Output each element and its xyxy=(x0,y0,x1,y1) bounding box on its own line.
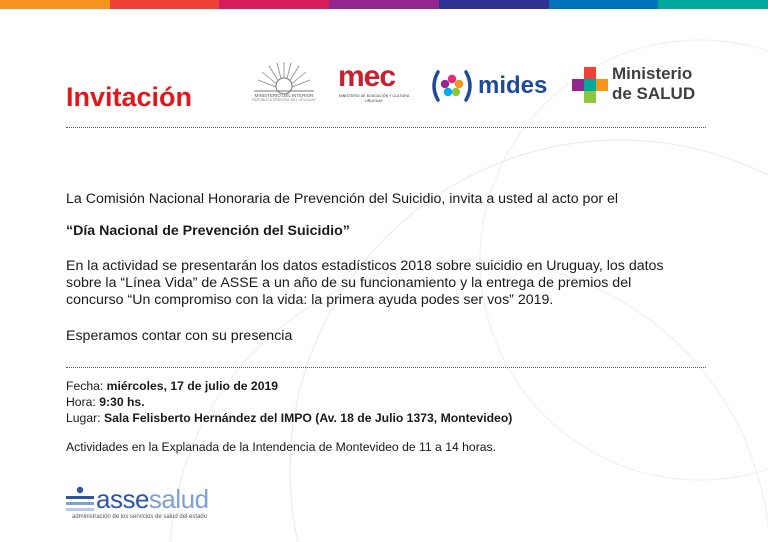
sun-emblem-icon xyxy=(244,60,324,94)
top-divider xyxy=(66,127,706,128)
mides-logo xyxy=(430,68,554,108)
time-label: Hora: xyxy=(66,395,100,409)
description-line-2: sobre la “Línea Vida” de ASSE a un año de su funcionamiento y la entrega de premios del xyxy=(66,275,632,291)
ministerio-salud-logo xyxy=(570,64,720,110)
salud-line2: de SALUD xyxy=(612,84,696,103)
interior-sublabel: REPÚBLICA ORIENTAL DEL URUGUAY xyxy=(252,98,316,102)
time-line xyxy=(66,394,145,410)
asse-word-part2: salud xyxy=(148,484,209,514)
date-line xyxy=(66,378,278,394)
place-label: Lugar: xyxy=(66,411,104,425)
asse-salud-logo xyxy=(62,482,232,527)
mides-wordmark: mides xyxy=(478,72,548,99)
top-color-bar xyxy=(0,0,768,9)
activities-text: Actividades en la Explanada de la Intendencia de Montevideo de 11 a 14 horas. xyxy=(66,440,497,454)
mec-wordmark: mec xyxy=(338,60,396,93)
bottom-divider xyxy=(66,367,706,368)
mides-flower-icon xyxy=(430,68,474,104)
institution-logos xyxy=(0,60,768,120)
asse-word-part1: asse xyxy=(96,484,149,514)
health-cross-icon xyxy=(572,67,608,103)
mec-country-label: URUGUAY xyxy=(365,99,383,103)
interior-label: MINISTERIO DEL INTERIOR xyxy=(254,93,314,98)
place-value: Sala Felisberto Hernández del IMPO (Av. 18 de Julio 1373, Montevideo) xyxy=(103,411,513,425)
ministerio-interior-logo xyxy=(244,60,324,104)
time-value: 9:30 hs. xyxy=(99,395,145,409)
mec-sublabel: MINISTERIO DE EDUCACIÓN Y CULTURA xyxy=(338,94,410,98)
asse-subtitle: administración de los servicios de salud del estado xyxy=(72,514,208,520)
description-line-1: En la actividad se presentarán los datos estadísticos 2018 sobre suicidio en Uruguay, los datos xyxy=(66,258,664,274)
asse-wordmark xyxy=(96,484,209,515)
description-line-3: concurso “Un compromiso con la vida: la primera ayuda podes ser vos” 2019. xyxy=(66,292,554,308)
page-title: Invitación xyxy=(66,82,193,112)
intro-text: La Comisión Nacional Honoraria de Prevención del Suicidio, invita a usted al acto por el xyxy=(66,191,619,207)
salud-line1: Ministerio xyxy=(612,64,693,83)
event-name: “Día Nacional de Prevención del Suicidio” xyxy=(66,223,350,239)
date-value: miércoles, 17 de julio de 2019 xyxy=(106,379,279,393)
closing-text: Esperamos contar con su presencia xyxy=(66,328,293,344)
date-label: Fecha: xyxy=(66,379,107,393)
place-line xyxy=(66,410,512,426)
mec-logo xyxy=(334,60,414,108)
asse-stripes-icon xyxy=(64,486,96,514)
